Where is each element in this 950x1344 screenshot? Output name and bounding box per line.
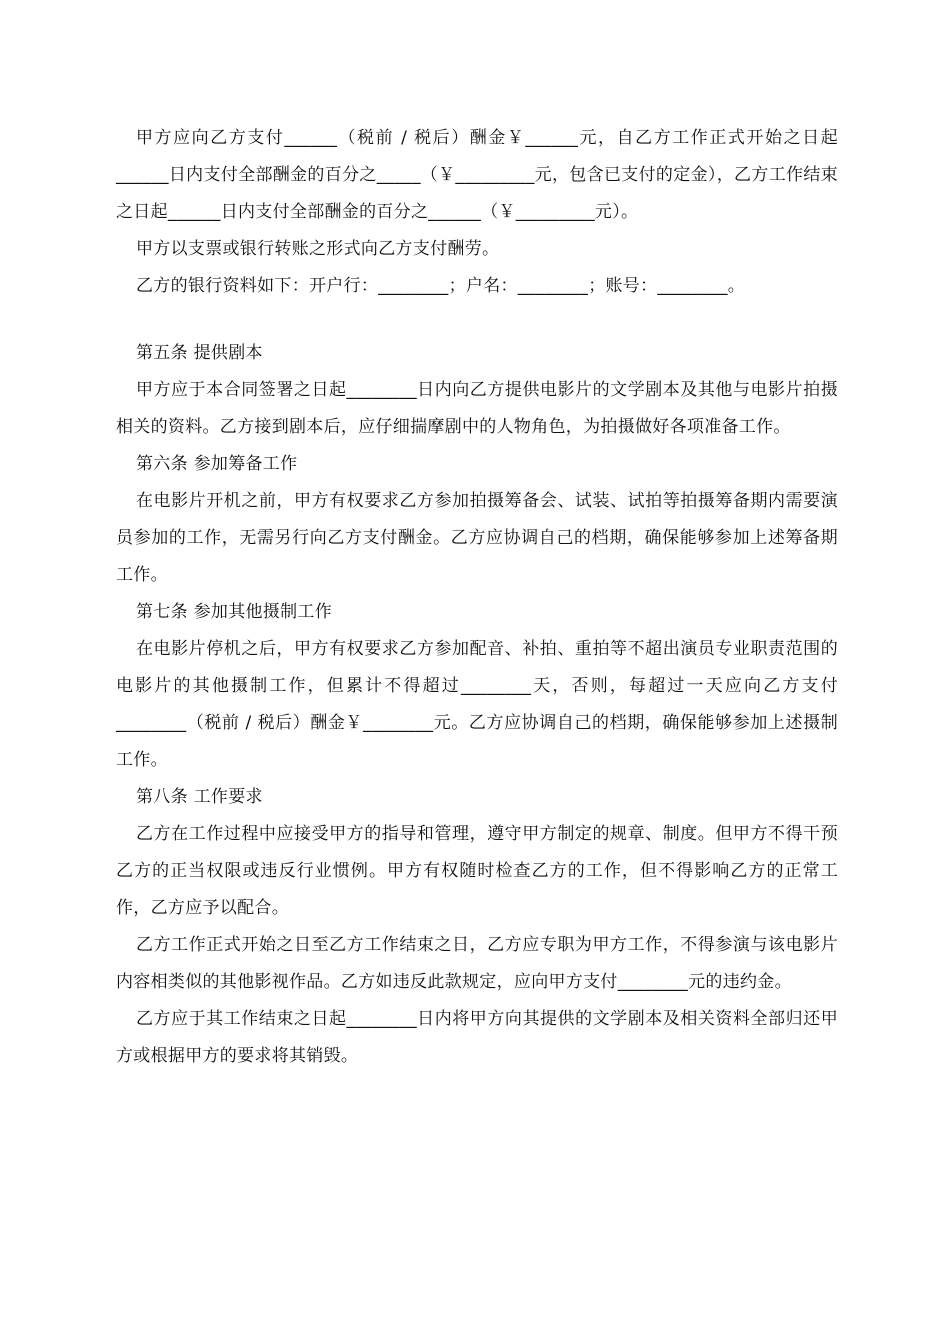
payment-paragraph: 甲方应向乙方支付______（税前 / 税后）酬金￥______元，自乙方工作正式开始之日起______日内支付全部酬金的百分之_____（￥_________元，包含已支付的定金），乙方工作结束之日起______日内支付全部酬金的百分之______（￥_________元）。 — [116, 128, 838, 222]
section-gap — [116, 305, 838, 335]
bank-info-paragraph: 乙方的银行资料如下：开户行：________；户名：________；账号：________。 — [136, 276, 746, 296]
article-8-body-3: 乙方应于其工作结束之日起________日内将甲方向其提供的文学剧本及相关资料全部归还甲方或根据甲方的要求将其销毁。 — [116, 1009, 838, 1066]
payment-method-paragraph: 甲方以支票或银行转账之形式向乙方支付酬劳。 — [136, 239, 500, 259]
article-7-heading: 第七条 参加其他摄制工作 — [136, 602, 333, 622]
article-6-heading: 第六条 参加筹备工作 — [136, 454, 298, 474]
article-5-heading: 第五条 提供剧本 — [136, 343, 263, 363]
document-page — [116, 120, 838, 1075]
article-7-body: 在电影片停机之后，甲方有权要求乙方参加配音、补拍、重拍等不超出演员专业职责范围的电影片的其他摄制工作，但累计不得超过________天，否则，每超过一天应向乙方支付________（税前 / 税后）酬金￥________元。乙方应协调自己的档期，确保能够参加上述摄制工作。 — [116, 639, 838, 770]
article-8-heading: 第八条 工作要求 — [136, 787, 263, 807]
article-8-body-2: 乙方工作正式开始之日至乙方工作结束之日，乙方应专职为甲方工作，不得参演与该电影片内容相类似的其他影视作品。乙方如违反此款规定，应向甲方支付________元的违约金。 — [116, 935, 838, 992]
article-8-body-1: 乙方在工作过程中应接受甲方的指导和管理，遵守甲方制定的规章、制度。但甲方不得干预乙方的正当权限或违反行业惯例。甲方有权随时检查乙方的工作，但不得影响乙方的正常工作，乙方应予以配合。 — [116, 824, 838, 918]
article-6-body: 在电影片开机之前，甲方有权要求乙方参加拍摄筹备会、试装、试拍等拍摄筹备期内需要演员参加的工作，无需另行向乙方支付酬金。乙方应协调自己的档期，确保能够参加上述筹备期工作。 — [116, 491, 838, 585]
article-5-body: 甲方应于本合同签署之日起________日内向乙方提供电影片的文学剧本及其他与电影片拍摄相关的资料。乙方接到剧本后，应仔细揣摩剧中的人物角色，为拍摄做好各项准备工作。 — [116, 380, 838, 437]
